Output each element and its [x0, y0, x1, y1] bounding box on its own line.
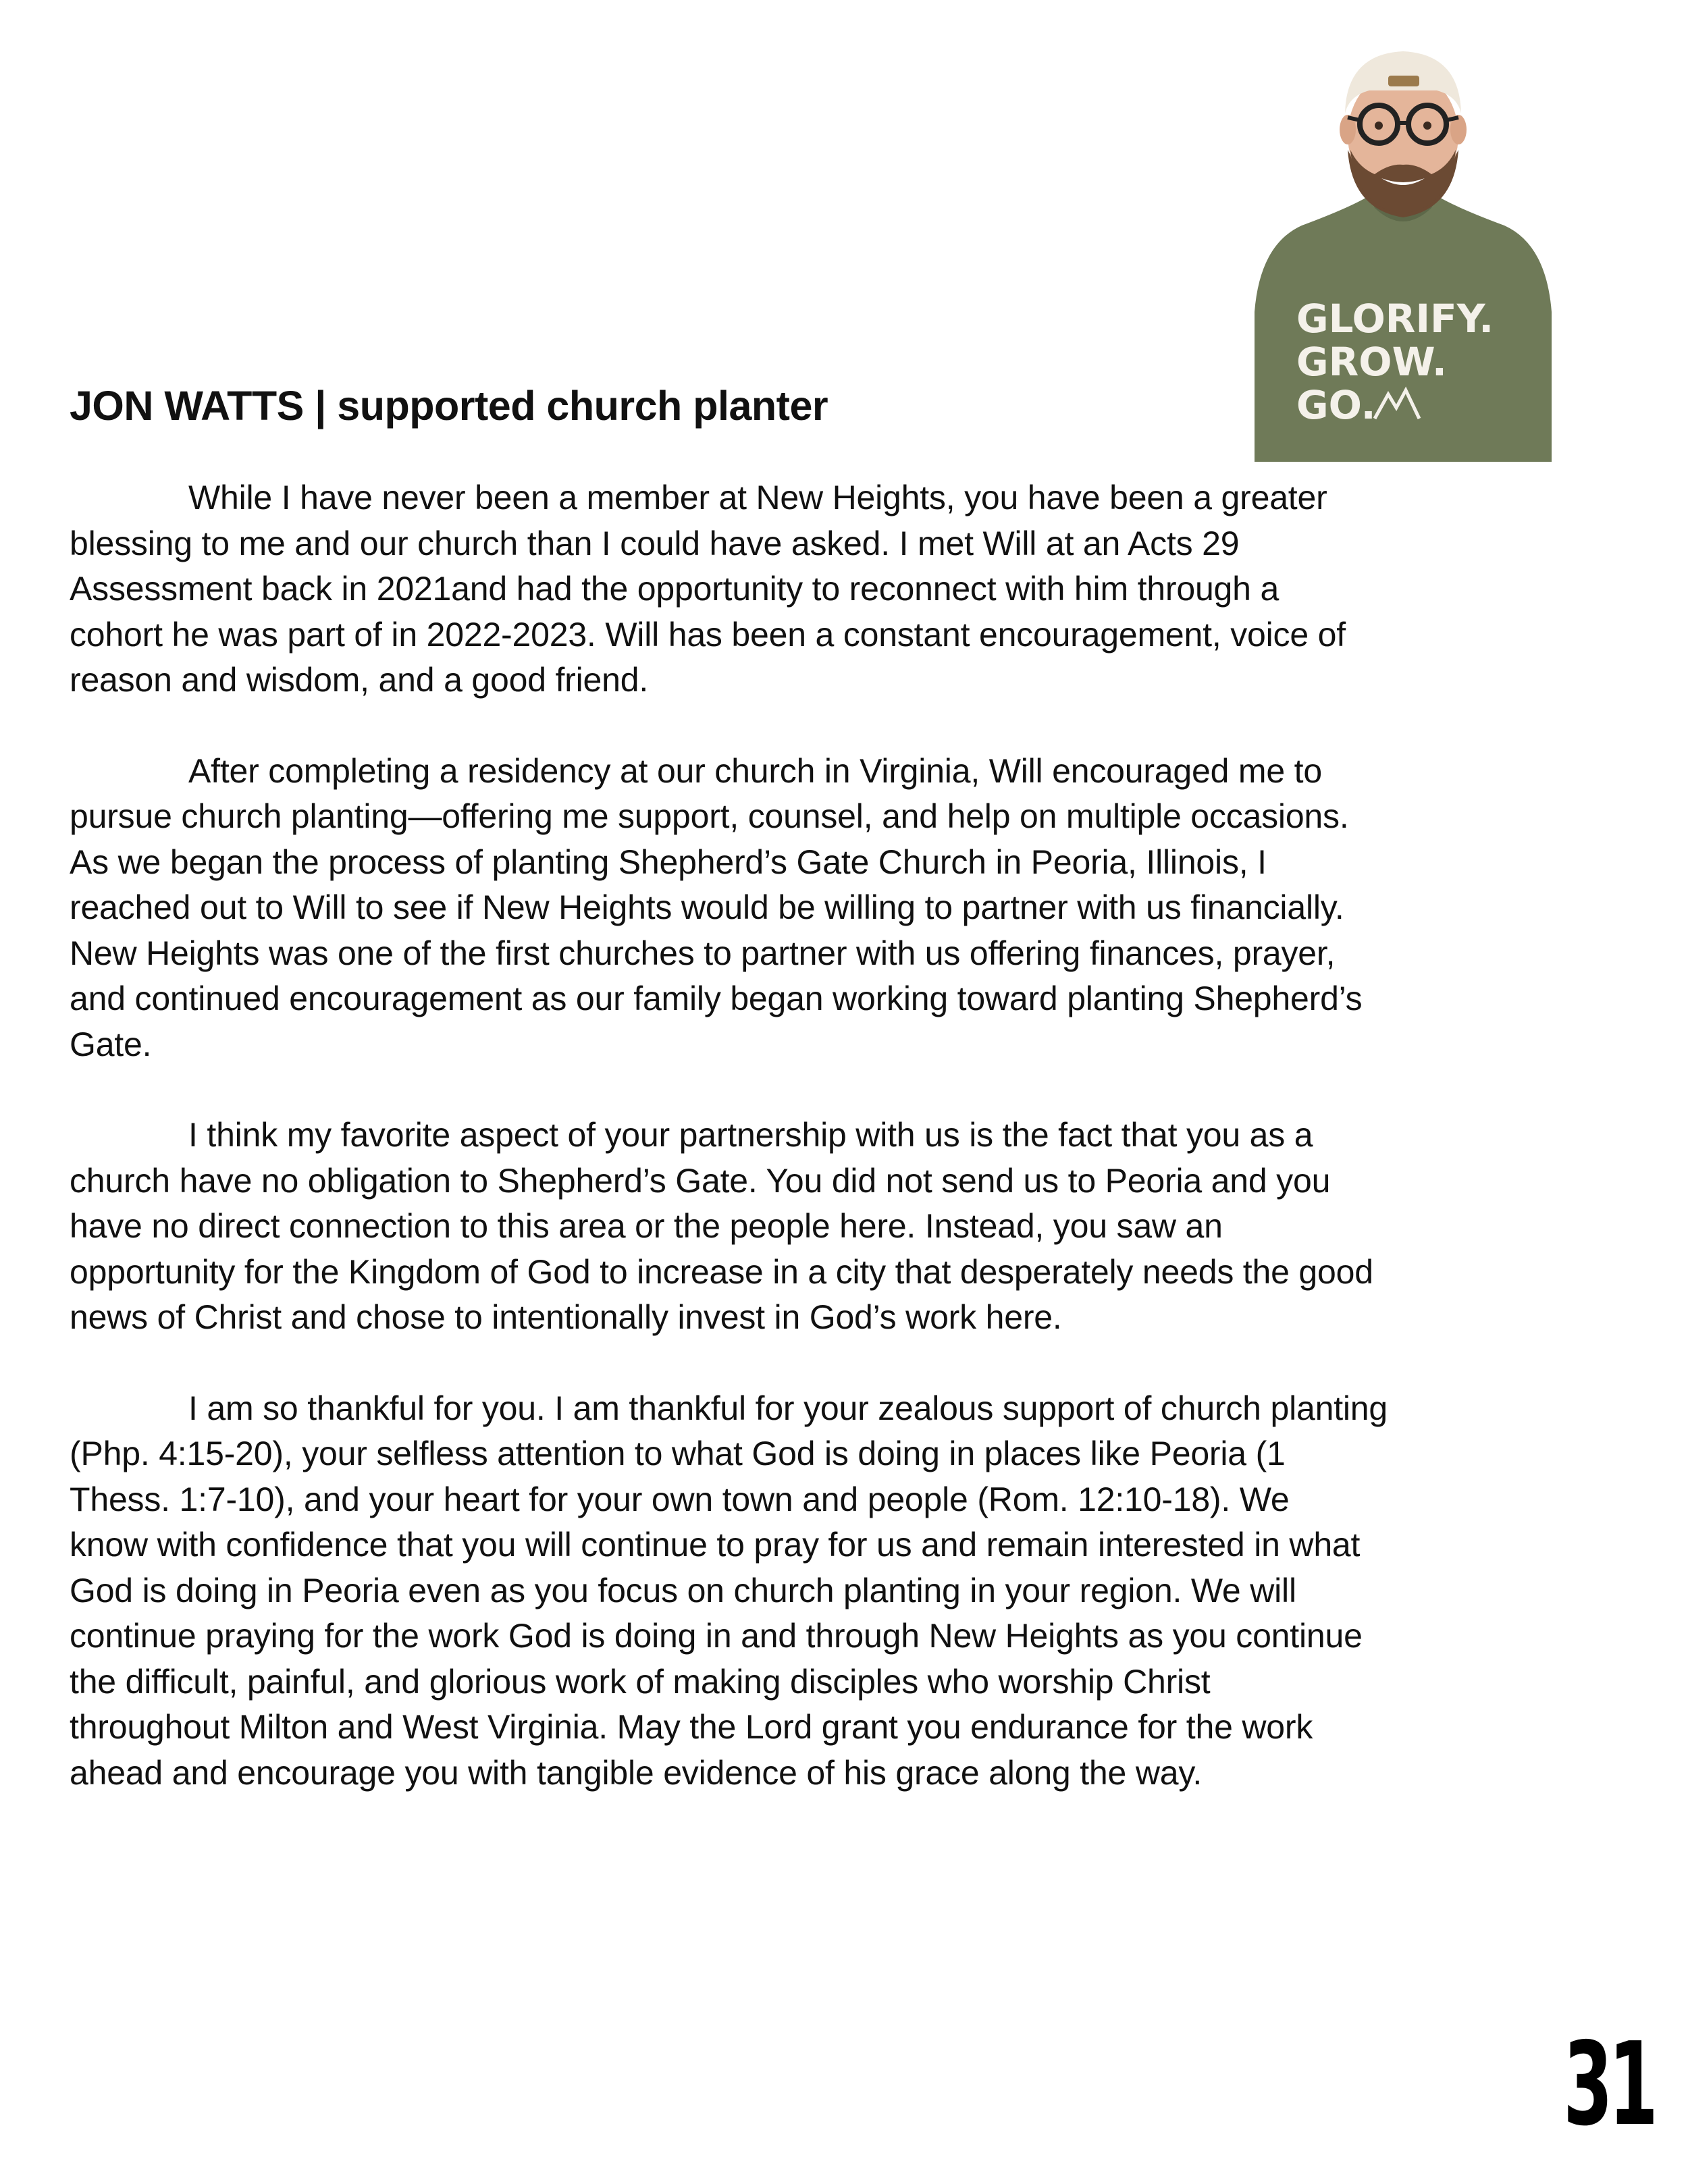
paragraph-2 — [70, 749, 1623, 1068]
text-line: God is doing in Peoria even as you focus on church planting in your region. We will — [70, 1571, 1296, 1609]
text-line: ahead and encourage you with tangible evidence of his grace along the way. — [70, 1753, 1203, 1792]
text-line: know with confidence that you will continue to pray for us and remain interested in what — [70, 1526, 1361, 1564]
text-line: throughout Milton and West Virginia. May the Lord grant you endurance for the work — [70, 1708, 1313, 1746]
text-line: While I have never been a member at New Heights, you have been a greater — [188, 479, 1327, 516]
paragraph-4 — [70, 1386, 1623, 1796]
text-line: (Php. 4:15-20), your selfless attention to what God is doing in places like Peoria (1 — [70, 1435, 1286, 1472]
author-photo — [1255, 49, 1552, 462]
text-line: pursue church planting—offering me support, counsel, and help on multiple occasions. — [70, 797, 1349, 835]
text-line: Assessment back in 2021and had the opportunity to reconnect with him through a — [70, 570, 1280, 608]
text-line: I am so thankful for you. I am thankful for your zealous support of church planting — [188, 1389, 1388, 1427]
text-line: After completing a residency at our church in Virginia, Will encouraged me to — [188, 751, 1322, 790]
text-line: news of Christ and chose to intentionally invest in God’s work here. — [70, 1298, 1062, 1336]
text-line: reached out to Will to see if New Heights would be willing to partner with us financially. — [70, 888, 1344, 926]
text-line: As we began the process of planting Shepherd’s Gate Church in Peoria, Illinois, I — [70, 843, 1267, 881]
text-line: opportunity for the Kingdom of God to increase in a city that desperately needs the good — [70, 1252, 1373, 1291]
text-line: the difficult, painful, and glorious work of making disciples who worship Christ — [70, 1662, 1211, 1701]
text-line: have no direct connection to this area or the people here. Instead, you saw an — [70, 1207, 1223, 1245]
text-line: New Heights was one of the first churches to partner with us offering finances, prayer, — [70, 934, 1336, 972]
shirt-text-line-2: GROW. — [1296, 339, 1447, 385]
text-line: church have no obligation to Shepherd’s Gate. You did not send us to Peoria and you — [70, 1161, 1331, 1200]
text-line: Thess. 1:7-10), and your heart for your own town and people (Rom. 12:10-18). We — [70, 1480, 1290, 1518]
shirt-text-line-3: GO. — [1296, 382, 1376, 428]
letter-body — [70, 475, 1623, 1841]
paragraph-1 — [70, 475, 1623, 703]
author-photo-illustration — [1255, 49, 1552, 462]
text-line: continue praying for the work God is doing in and through New Heights as you continue — [70, 1617, 1363, 1655]
page-title: JON WATTS | supported church planter — [70, 383, 828, 429]
text-line: I think my favorite aspect of your partnership with us is the fact that you as a — [188, 1116, 1313, 1154]
text-line: and continued encouragement as our family began working toward planting Shepherd’s — [70, 980, 1363, 1017]
text-line: reason and wisdom, and a good friend. — [70, 661, 649, 699]
shirt-text-line-1: GLORIFY. — [1296, 296, 1494, 342]
paragraph-3 — [70, 1113, 1623, 1341]
text-line: blessing to me and our church than I could have asked. I met Will at an Acts 29 — [70, 524, 1240, 562]
text-line: Gate. — [70, 1025, 152, 1063]
page-number: 31 — [1563, 2018, 1654, 2152]
text-line: cohort he was part of in 2022-2023. Will has been a constant encouragement, voice of — [70, 615, 1346, 654]
